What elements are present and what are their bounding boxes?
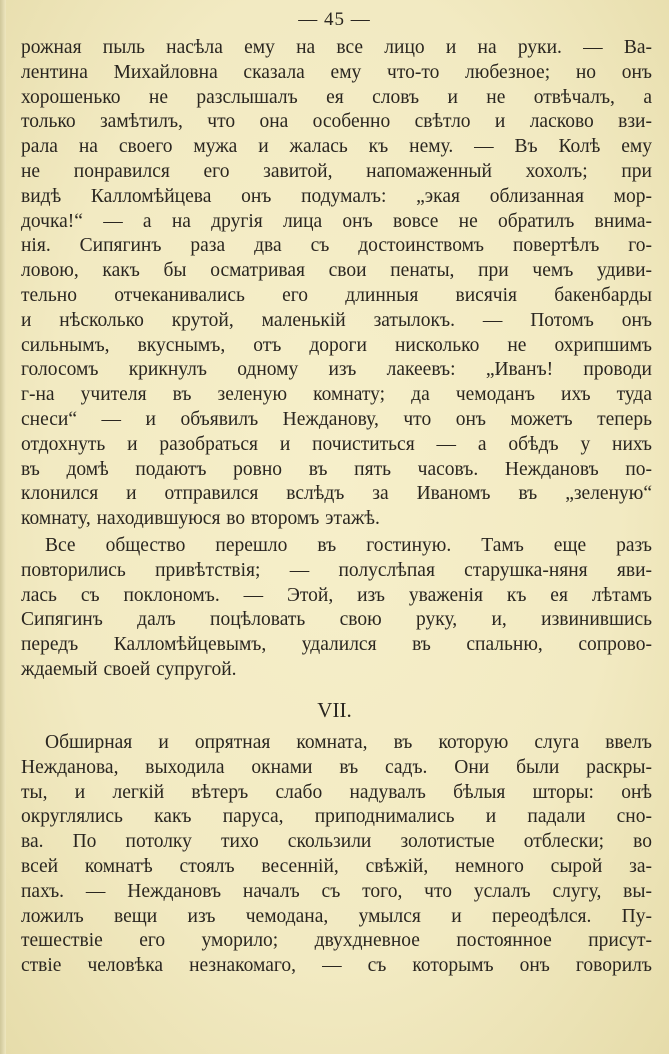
- text-line: отдохнуть и разобраться и почиститься — а обѣдъ у нихъ: [21, 433, 652, 455]
- text-line: повторились привѣтствія; — полуслѣпая старушка-няня яви-: [21, 559, 652, 581]
- text-line: клонился и отправился вслѣдъ за Иваномъ въ „зеленую“: [21, 483, 652, 505]
- text-line: рала на своего мужа и жалась къ нему. — Въ Колѣ ему: [21, 136, 652, 158]
- text-line: тешествіе его уморило; двухдневное постоянное присут-: [21, 930, 652, 952]
- page-edge: [0, 0, 6, 1054]
- text-line: ложилъ вещи изъ чемодана, умылся и переодѣлся. Пу-: [21, 905, 652, 927]
- text-line: комнату, находившуюся во второмъ этажѣ.: [21, 508, 380, 530]
- text-line: ствіе человѣка незнакомаго, — съ которымъ онъ говорилъ: [21, 955, 652, 977]
- text-line: въ домѣ подаютъ ровно въ пять часовъ. Неждановъ по-: [21, 458, 652, 480]
- chapter-heading: VII.: [317, 698, 352, 722]
- text-line: рожная пыль насѣла ему на все лицо и на руки. — Ва-: [21, 37, 652, 58]
- page-number: — 45 —: [298, 9, 371, 30]
- text-line: всей комнатѣ стоялъ весенній, свѣжій, немного сырой за-: [21, 855, 652, 877]
- text-line: тельно отчеканивались его длинныя висячія бакенбарды: [21, 284, 652, 306]
- text-line: голосомъ крикнулъ одному изъ лакеевъ: „Иванъ! проводи: [21, 359, 652, 381]
- paragraph: [21, 36, 652, 532]
- text-line: передъ Калломѣйцевымъ, удалился въ спальню, сопрово-: [21, 634, 652, 656]
- text-line: г-на учителя въ зеленую комнату; да чемоданъ ихъ туда: [21, 384, 652, 406]
- text-line: только замѣтилъ, что она особенно свѣтло и ласково взи-: [21, 111, 652, 133]
- text-line: и нѣсколько крутой, маленькій затылокъ. — Потомъ онъ: [21, 309, 652, 331]
- text-line: не понравился его завитой, напомаженный хохолъ; при: [21, 160, 652, 182]
- text-line: Нежданова, выходила окнами въ садъ. Они были раскры-: [21, 756, 652, 778]
- text-line: дочка!“ — а на другія лица онъ вовсе не обратилъ внима-: [21, 210, 652, 232]
- text-line: нія. Сипягинъ раза два съ достоинствомъ повертѣлъ го-: [21, 235, 652, 257]
- text-line: видѣ Калломѣйцева онъ подумалъ: „экая облизанная мор-: [21, 185, 652, 207]
- text-line: лентина Михайловна сказала ему что-то любезное; но онъ: [21, 61, 652, 83]
- text-line: округлялись какъ паруса, приподнимались и падали сно-: [21, 806, 652, 828]
- paragraph: [21, 534, 652, 683]
- text-line: снеси“ — и объявилъ Нежданову, что онъ можетъ теперь: [21, 408, 652, 430]
- text-line: пахъ. — Неждановъ началъ съ того, что услалъ слугу, вы-: [21, 880, 652, 902]
- text-line: хорошенько не разслышалъ ея словъ и не отвѣчалъ, а: [21, 86, 652, 108]
- text-line: ты, и легкій вѣтеръ слабо надувалъ бѣлыя шторы: онѣ: [21, 781, 652, 803]
- text-line: ва. По потолку тихо скользили золотистые отблески; во: [21, 831, 652, 853]
- text-line: ловою, какъ бы осматривая свои пенаты, при чемъ удиви-: [21, 260, 652, 282]
- paragraph: [21, 731, 652, 979]
- text-block-chapter-vii: [21, 731, 652, 979]
- text-line: Сипягинъ далъ поцѣловать свою руку, и, извинившись: [21, 609, 652, 631]
- text-block-before-chapter: [21, 36, 652, 683]
- text-line: сильнымъ, вкуснымъ, отъ дороги нисколько не охрипшимъ: [21, 334, 652, 356]
- text-line: лась съ поклономъ. — Этой, изъ уваженія къ ея лѣтамъ: [21, 584, 652, 606]
- text-line: Обширная и опрятная комната, въ которую слуга ввелъ: [45, 732, 652, 753]
- text-line: Все общество перешло въ гостиную. Тамъ еще разъ: [45, 534, 652, 556]
- text-line: ждаемый своей супругой.: [21, 658, 237, 680]
